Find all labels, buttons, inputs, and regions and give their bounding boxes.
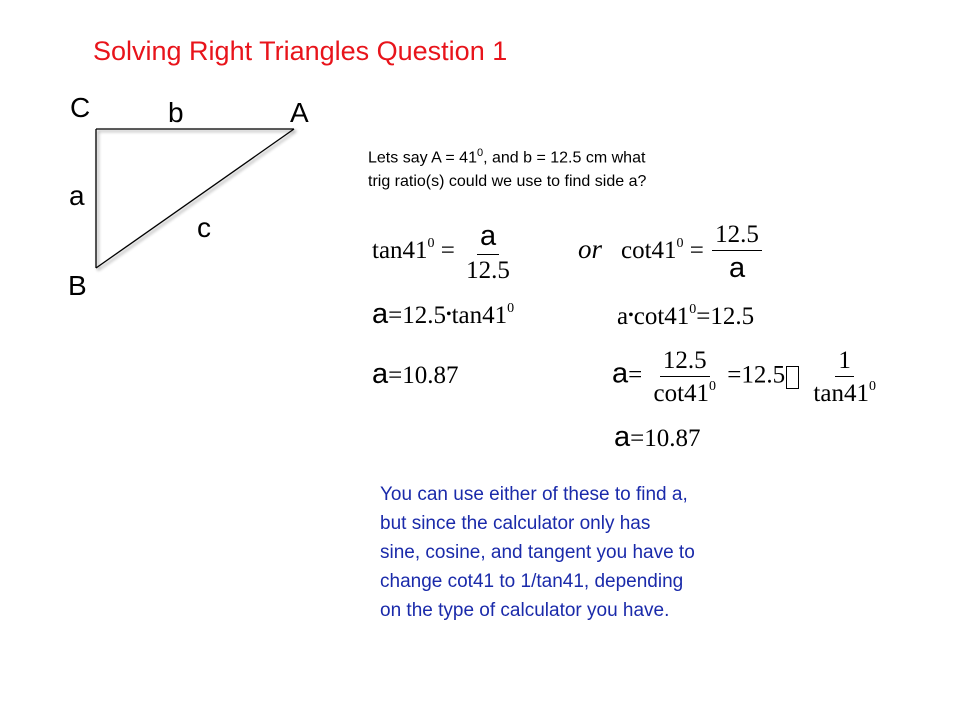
side-c-line <box>96 129 294 268</box>
note-line: change cot41 to 1/tan41, depending <box>380 571 684 592</box>
side-c-label: c <box>197 212 211 243</box>
note-line: on the type of calculator you have. <box>380 600 670 621</box>
prompt-line-2: trig ratio(s) could we use to find side a? <box>368 173 647 191</box>
equation-reciprocal: a= $\frac{12.5}{\cot 41^0}$ =12.5 $\frac{1}{\tan 41^0}$ <box>612 347 876 407</box>
right-triangle-diagram <box>0 0 330 300</box>
vertex-b-label: B <box>68 270 87 301</box>
equation-cot-ratio: $\cot 41^0$ = $\frac{12.5}{a}$ <box>621 222 764 283</box>
side-b-label: b <box>168 97 184 128</box>
equation-tan-ratio: $\tan 41^0$ = $\frac{a}{12.5}$ <box>372 220 510 284</box>
vertex-c-label: C <box>70 92 91 123</box>
side-a-label: a <box>69 180 85 211</box>
vertex-a-label: A <box>290 97 309 128</box>
note-line: You can use either of these to find a, <box>380 484 688 505</box>
slide-title: Solving Right Triangles Question 1 <box>93 36 508 66</box>
equation-result-right: a=10.87 <box>614 421 701 453</box>
equation-cot-product: $a•\cot 41^0=12.5$ <box>617 302 755 330</box>
or-label: or <box>578 234 603 264</box>
equation-solve-a-tan: $a=12.5•\tan 41^0$ <box>372 298 515 330</box>
explanation-note <box>380 480 800 625</box>
multiplication-box-glyph <box>786 366 799 389</box>
prompt-line-1: Lets say $A = 41^0$, and b = 12.5 cm what <box>368 147 646 167</box>
note-line: but since the calculator only has <box>380 513 651 534</box>
equation-result-left: a=10.87 <box>372 358 459 390</box>
question-prompt <box>368 141 646 194</box>
note-line: sine, cosine, and tangent you have to <box>380 542 695 563</box>
